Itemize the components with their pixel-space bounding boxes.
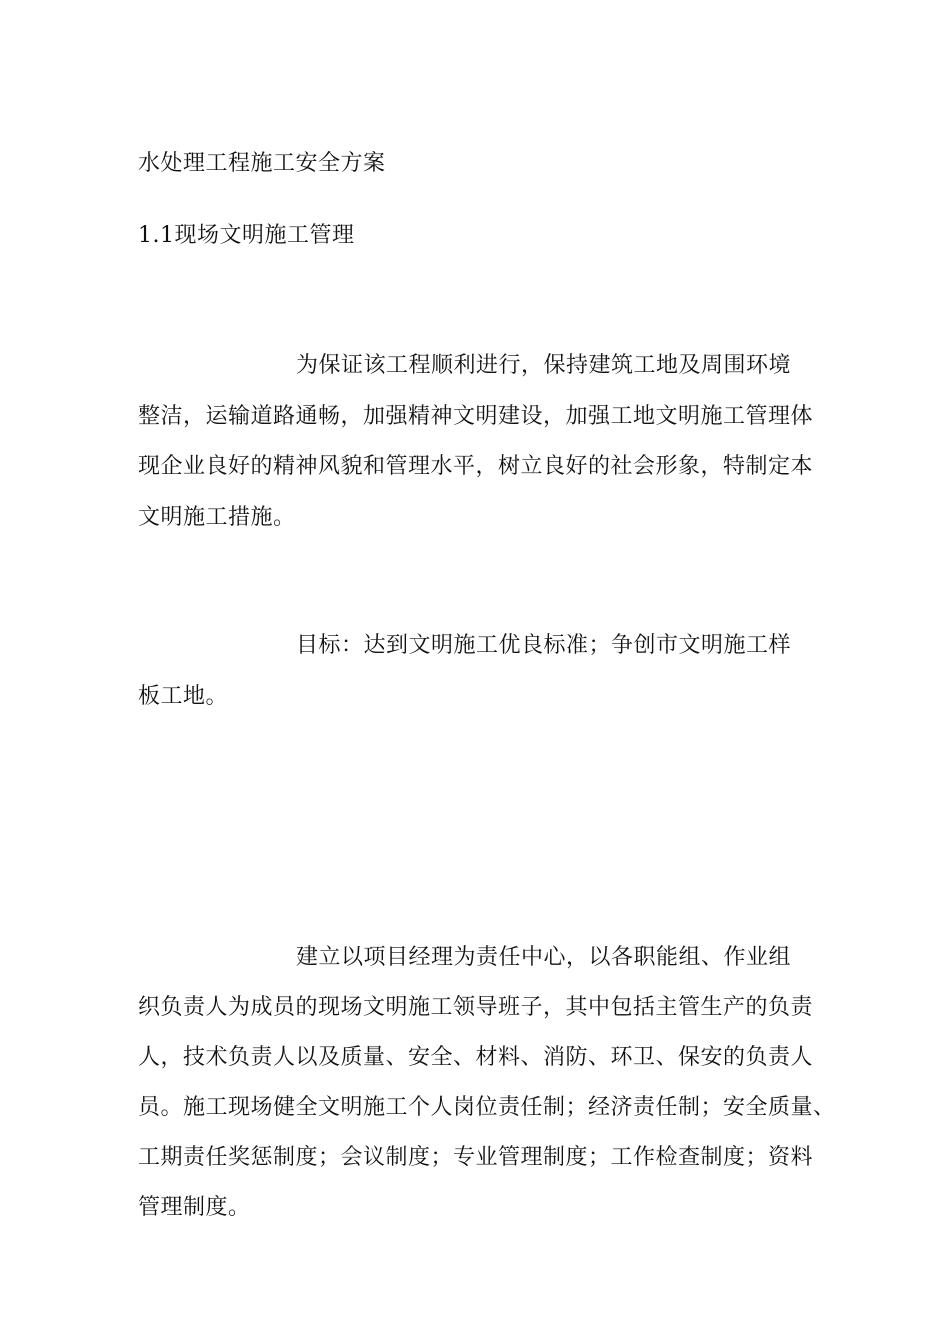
paragraph-line: 织负责人为成员的现场文明施工领导班子，其中包括主管生产的负责 bbox=[138, 995, 814, 1020]
paragraph-line: 整洁，运输道路通畅，加强精神文明建设，加强工地文明施工管理体 bbox=[138, 404, 814, 429]
paragraph-line: 文明施工措施。 bbox=[138, 505, 296, 530]
paragraph-line: 为保证该工程顺利进行，保持建筑工地及周围环境 bbox=[296, 353, 792, 378]
paragraph-line: 板工地。 bbox=[138, 684, 229, 709]
section-heading: 1.1现场文明施工管理 bbox=[138, 223, 355, 248]
paragraph-line: 员。施工现场健全文明施工个人岗位责任制；经济责任制；安全质量、 bbox=[138, 1095, 836, 1120]
document-title: 水处理工程施工安全方案 bbox=[138, 151, 386, 176]
paragraph-line: 现企业良好的精神风貌和管理水平，树立良好的社会形象，特制定本 bbox=[138, 454, 814, 479]
paragraph-line: 建立以项目经理为责任中心，以各职能组、作业组 bbox=[296, 945, 792, 970]
paragraph-line: 目标：达到文明施工优良标准；争创市文明施工样 bbox=[296, 633, 792, 658]
paragraph-line: 工期责任奖惩制度；会议制度；专业管理制度；工作检查制度；资料 bbox=[138, 1145, 814, 1170]
paragraph-line: 管理制度。 bbox=[138, 1195, 251, 1220]
paragraph-line: 人，技术负责人以及质量、安全、材料、消防、环卫、保安的负责人 bbox=[138, 1045, 814, 1070]
